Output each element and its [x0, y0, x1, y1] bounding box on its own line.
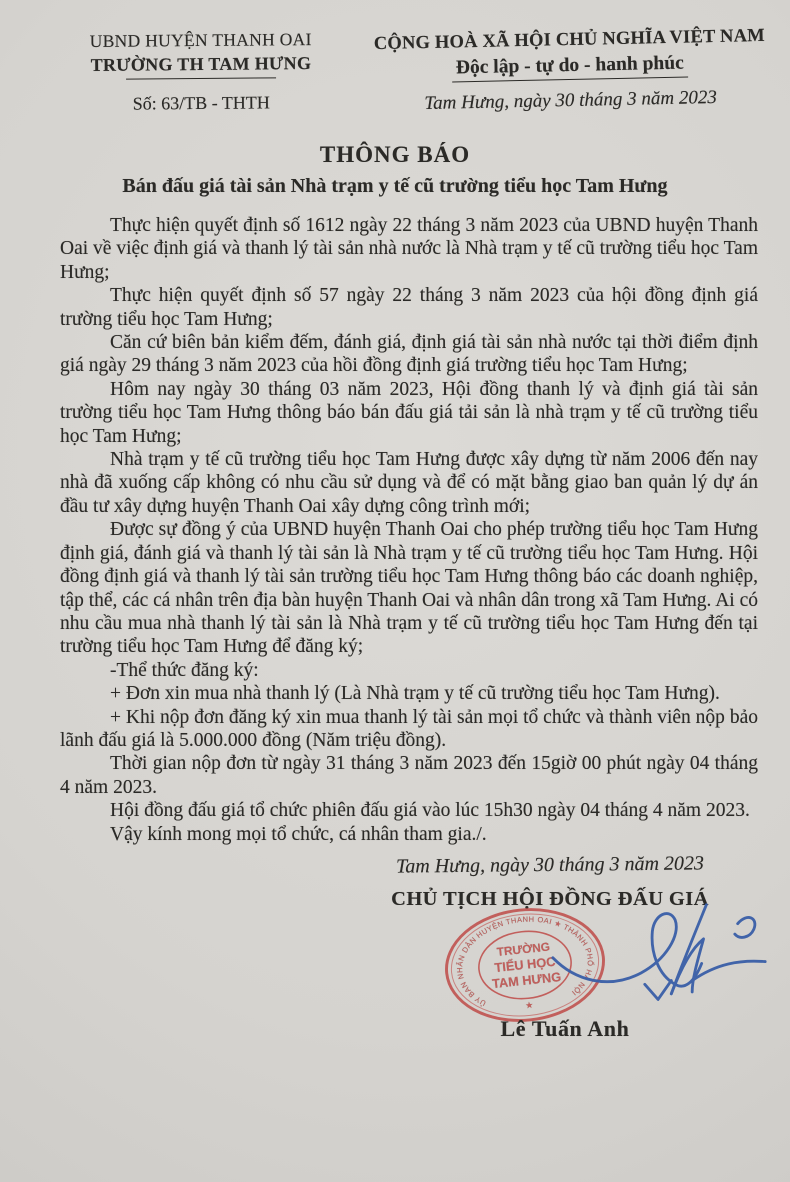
- org-name: TRƯỜNG TH TAM HƯNG: [90, 53, 312, 75]
- document-body: [0, 198, 790, 846]
- stamp-line2: TIỂU HỌC: [493, 953, 557, 976]
- body-paragraph: Hôm nay ngày 30 tháng 03 năm 2023, Hội đồng thanh lý và định giá tài sản trường tiểu học Tam Hưng thông báo bán đấu giá tải sản là nhà trạm y tế cũ trường tiểu học Tam Hưng;: [60, 378, 758, 447]
- handwritten-signature: [550, 898, 768, 1010]
- header-issuing-org: [34, 29, 369, 116]
- stamp-star-icon: ★: [524, 999, 534, 1011]
- signature-block: [0, 846, 790, 1072]
- signature-date-line: Tam Hưng, ngày 30 tháng 3 năm 2023: [395, 852, 705, 878]
- org-parent: UBND HUYỆN THANH OAI: [89, 29, 312, 51]
- body-paragraph: Nhà trạm y tế cũ trường tiểu học Tam Hưng được xây dựng từ năm 2006 đến nay nhà đã xuống cấp không có nhu cầu sử dụng và để có mặt bằng giao ban quản lý dự án đầu tư xây dựng huyện Thanh Oai xây dựng công trình mới;: [60, 449, 758, 517]
- signature-title: CHỦ TỊCH HỘI ĐỒNG ĐẤU GIÁ: [391, 887, 709, 910]
- body-paragraph: Căn cứ biên bản kiểm đếm, đánh giá, định giá tài sản nhà nước tại thời điểm định giá ngày 29 tháng 3 năm 2023 của hồi đồng định giá trường tiểu học Tam Hưng;: [60, 332, 758, 377]
- org-underline: [126, 77, 276, 79]
- document-title: THÔNG BÁO: [319, 142, 471, 167]
- document-subtitle: Bán đấu giá tài sản Nhà trạm y tế cũ trường tiểu học Tam Hưng: [122, 175, 668, 197]
- body-paragraph: Được sự đồng ý của UBND huyện Thanh Oai cho phép trường tiểu học Tam Hưng định giá, đánh giá và thanh lý tài sản là Nhà trạm y tế cũ trường tiểu học Tam Hưng. Hội đồng định giá và thanh lý tài sản trường tiểu học Tam Hưng thông báo các doanh nghiệp, tập thể, các cá nhân trên địa bàn huyện Thanh Oai và nhân dân trong xã Tam Hưng. Ai có nhu cầu mua nhà thanh lý tài sản là Nhà trạm y tế cũ trường tiểu học Tam Hưng đến tại trường tiểu học Tam Hưng để đăng ký;: [60, 519, 758, 658]
- body-paragraph: -Thể thức đăng ký:: [110, 659, 259, 681]
- signer-name: Lê Tuấn Anh: [500, 1015, 630, 1041]
- body-paragraph: + Đơn xin mua nhà thanh lý (Là Nhà trạm y tế cũ trường tiểu học Tam Hưng).: [110, 683, 720, 705]
- national-title: CỘNG HOÀ XÃ HỘI CHỦ NGHĨA VIỆT NAM: [373, 25, 766, 55]
- body-paragraph: + Khi nộp đơn đăng ký xin mua thanh lý tài sản mọi tổ chức và thành viên nộp bảo lãnh đấu giá là 5.000.000 đồng (Năm triệu đồng).: [60, 706, 758, 751]
- body-paragraph: Vậy kính mong mọi tổ chức, cá nhân tham gia./.: [110, 823, 487, 845]
- stamp-ring-text: ỦY BAN NHÂN DÂN HUYỆN THANH OAI ★ THÀNH PHỐ HÀ NỘI: [455, 914, 595, 1008]
- body-paragraph: Thời gian nộp đơn từ ngày 31 tháng 3 năm 2023 đến 15giờ 00 phút ngày 04 tháng 4 năm 2023.: [60, 753, 758, 798]
- motto-line: Độc lập - tự do - hanh phúc: [452, 53, 688, 83]
- doc-number: Số: 63/TB - THTH: [132, 92, 270, 114]
- header-national-motto: [367, 26, 773, 118]
- body-paragraph: Hội đồng đấu giá tổ chức phiên đấu giá vào lúc 15h30 ngày 04 tháng 4 năm 2023.: [110, 800, 750, 822]
- stamp-line3: TAM HƯNG: [491, 968, 562, 992]
- document-title-block: [0, 142, 790, 198]
- header-date-line: Tam Hưng, ngày 30 tháng 3 năm 2023: [424, 86, 718, 115]
- body-paragraph: Thực hiện quyết định số 57 ngày 22 tháng 3 năm 2023 của hội đồng định giá trường tiểu học Tam Hưng;: [60, 285, 758, 330]
- document-header: [0, 0, 790, 114]
- body-paragraph: Thực hiện quyết định số 1612 ngày 22 tháng 3 năm 2023 của UBND huyện Thanh Oai về việc định giá và thanh lý tài sản nhà nước là Nhà trạm y tế cũ trường tiểu học Tam Hưng;: [60, 215, 758, 283]
- stamp-line1: TRƯỜNG: [496, 939, 551, 959]
